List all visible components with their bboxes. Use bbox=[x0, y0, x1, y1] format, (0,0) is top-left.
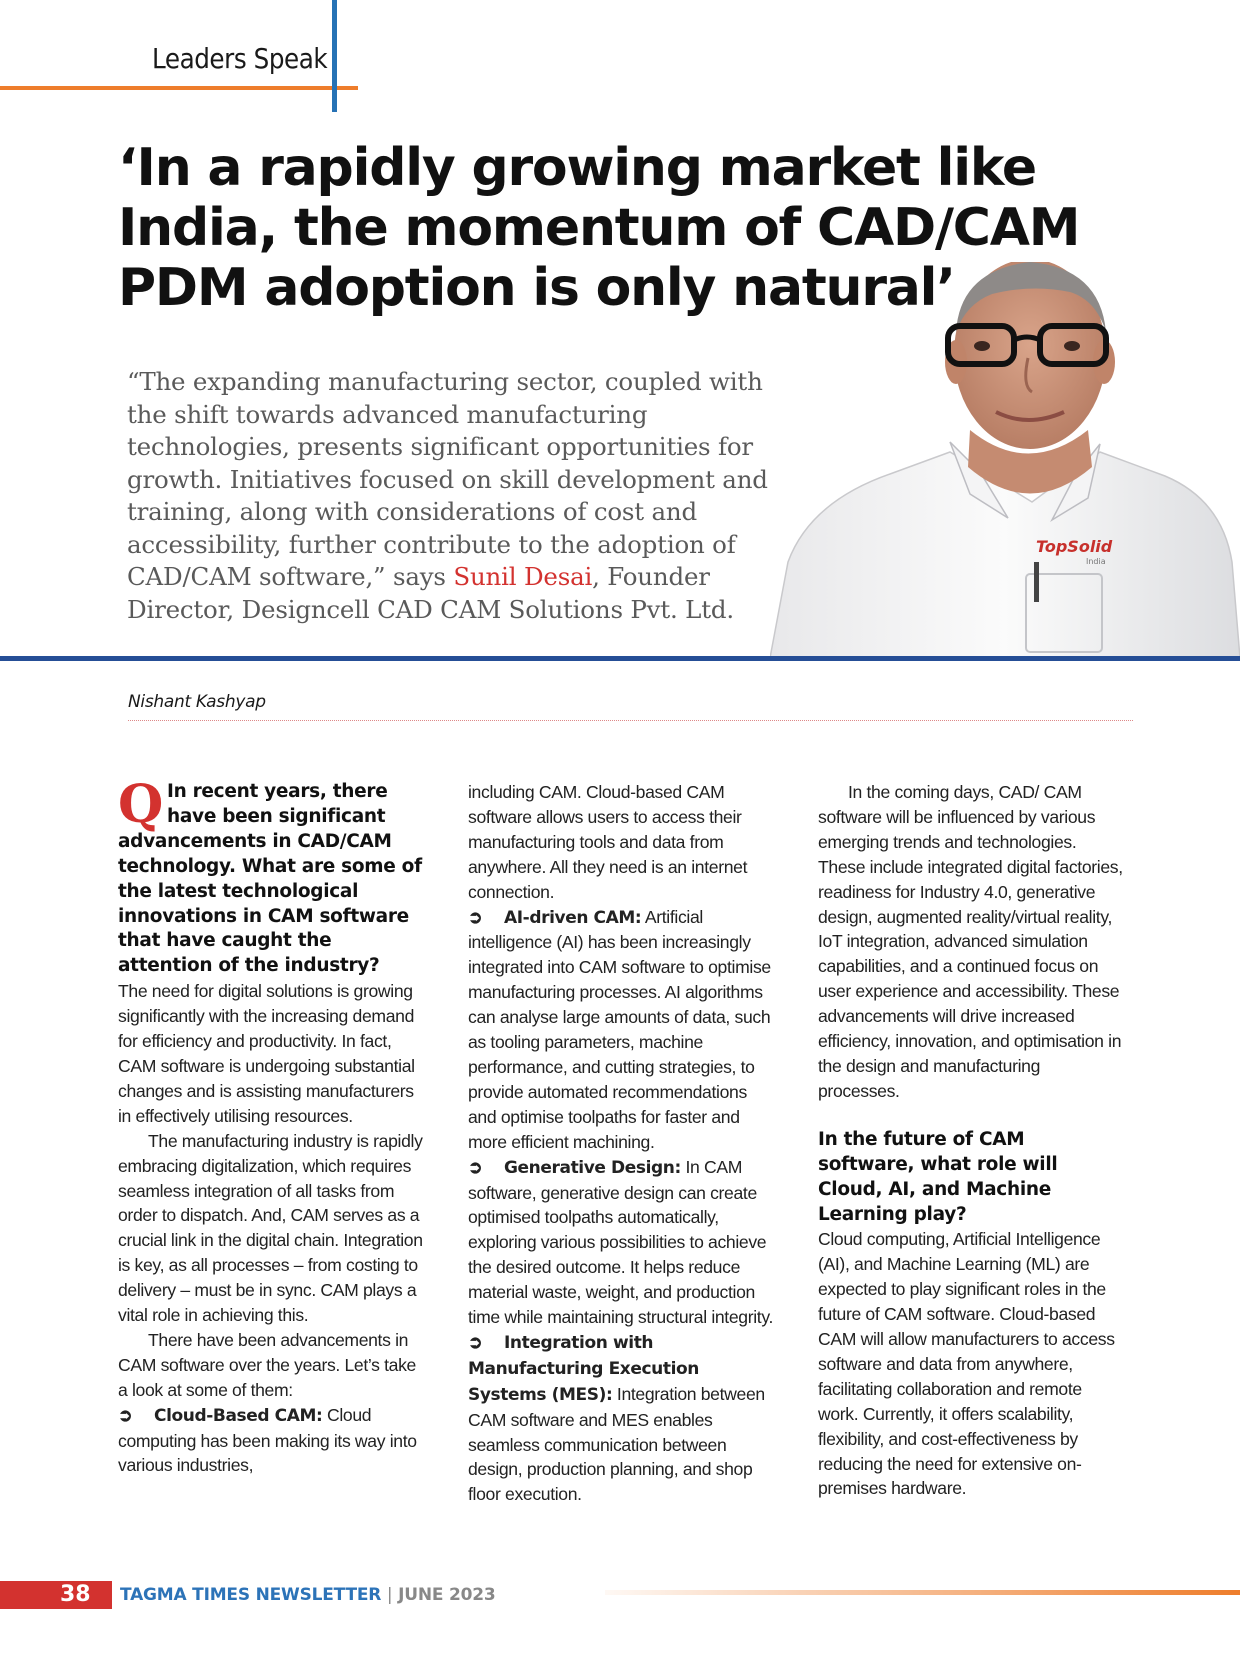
question-1-text: In recent years, there have been significant advancements in CAD/CAM technology. What are some of the latest technological innovations in CAM software that have caught the attention of the industry? bbox=[118, 781, 422, 977]
lede-title: , Founder Director, Designcell CAD CAM Solutions Pvt. Ltd. bbox=[127, 562, 734, 624]
section-tag-underline bbox=[0, 86, 358, 90]
interviewee-portrait bbox=[770, 262, 1240, 658]
answer-paragraph: The need for digital solutions is growing significantly with the increasing demand for efficiency and productivity. In fact, CAM software is undergoing substantial changes and is assisting manufacturers in effectively utilising resources. bbox=[118, 981, 415, 1126]
interview-question-2: In the future of CAM software, what role will Cloud, AI, and Machine Learning play? bbox=[818, 1128, 1058, 1225]
interview-question-1 bbox=[118, 774, 424, 979]
bullet-arrow-icon: ➲ bbox=[468, 1156, 483, 1177]
bullet-item bbox=[468, 1330, 774, 1507]
publication-name: TAGMA TIMES NEWSLETTER bbox=[120, 1585, 382, 1605]
answer-paragraph: including CAM. Cloud-based CAM software allows users to access their manufacturing tools and data from anywhere. All they need is an internet connection. bbox=[468, 782, 748, 902]
footer-publication bbox=[120, 1584, 496, 1606]
bullet-label: AI-driven CAM: bbox=[504, 907, 642, 928]
bullet-text: Artificial intelligence (AI) has been increasingly integrated into CAM software to optimise manufacturing processes. AI algorithms can analyse large amounts of data, such as tooling parameters, machine performance, and cutting strategies, to provide automated recommendations and optimise toolpaths for faster and more efficient machining. bbox=[468, 906, 771, 1152]
footer-separator: | bbox=[386, 1585, 393, 1605]
bullet-text: In CAM software, generative design can create optimised toolpaths automatically, exploring various possibilities to achieve the desired outcome. It helps reduce material waste, weight, and production time while maintaining structural integrity. bbox=[468, 1156, 773, 1328]
lede-text: “The expanding manufacturing sector, coupled with the shift towards advanced manufacturing technologies, presents significant opportunities for growth. Initiatives focused on skill development and training, along with considerations of cost and accessibility, further contribute to the adoption of CAD/CAM software,” says bbox=[127, 367, 768, 591]
bullet-item bbox=[468, 1155, 774, 1330]
bullet-label: Integration with Manufacturing Execution Systems (MES): bbox=[468, 1332, 699, 1405]
bullet-label: Cloud-Based CAM: bbox=[154, 1405, 323, 1426]
shirt-logo: TopSolid bbox=[1036, 537, 1113, 556]
section-tag-divider bbox=[332, 0, 337, 112]
section-divider bbox=[0, 656, 1240, 661]
bullet-item bbox=[468, 905, 774, 1155]
bullet-arrow-icon: ➲ bbox=[468, 1331, 483, 1352]
answer-paragraph: Cloud computing, Artificial Intelligence (AI), and Machine Learning (ML) are expected to play significant roles in the future of CAM software. Cloud-based CAM will allow manufacturers to access software and data from anywhere, facilitating collaboration and remote work. Currently, it offers scalability, flexibility, and cost-effectiveness by reducing the need for extensive on-premises hardware. bbox=[818, 1229, 1115, 1499]
bullet-arrow-icon: ➲ bbox=[468, 906, 483, 927]
article-headline: ‘In a rapidly growing market like India, the momentum of CAD/CAM PDM adoption is only natural’ bbox=[118, 138, 1080, 318]
article-column-3 bbox=[818, 780, 1124, 1501]
answer-paragraph: In the coming days, CAD/ CAM software will be influenced by various emerging trends and technologies. These include integrated digital factories, readiness for Industry 4.0, generative design, augmented reality/virtual reality, IoT integration, advanced simulation capabilities, and a continued focus on user experience and accessibility. These advancements will drive increased efficiency, innovation, and optimisation in the design and manufacturing processes. bbox=[818, 782, 1123, 1101]
page-number: 38 bbox=[60, 1582, 91, 1607]
article-lede bbox=[127, 366, 777, 626]
interviewee-name: Sunil Desai bbox=[453, 562, 593, 591]
shirt-logo-sub: India bbox=[1086, 557, 1106, 566]
article-column-2 bbox=[468, 780, 774, 1507]
answer-paragraph: There have been advancements in CAM software over the years. Let’s take a look at some of them: bbox=[118, 1329, 416, 1400]
paragraph-spacer bbox=[818, 1104, 1124, 1128]
byline-rule bbox=[128, 720, 1133, 721]
bullet-text: Integration between CAM software and MES enables seamless communication between design, production planning, and shop floor execution. bbox=[468, 1383, 765, 1505]
page-number-box bbox=[0, 1581, 112, 1609]
footer-rule bbox=[605, 1590, 1240, 1595]
article-column-1 bbox=[118, 774, 424, 1478]
section-tag: Leaders Speak bbox=[152, 42, 328, 75]
bullet-label: Generative Design: bbox=[504, 1157, 681, 1178]
issue-date: JUNE 2023 bbox=[398, 1585, 496, 1605]
drop-cap: Q bbox=[118, 774, 163, 835]
bullet-arrow-icon: ➲ bbox=[118, 1404, 133, 1425]
bullet-item bbox=[118, 1403, 424, 1479]
bullet-text: Cloud computing has been making its way into various industries, bbox=[118, 1404, 417, 1476]
author-byline: Nishant Kashyap bbox=[128, 692, 266, 712]
answer-paragraph: The manufacturing industry is rapidly embracing digitalization, which requires seamless integration of all tasks from order to dispatch. And, CAM serves as a crucial link in the digital chain. Integration is key, as all processes – from costing to delivery – must be in sync. CAM plays a vital role in achieving this. bbox=[118, 1130, 423, 1326]
